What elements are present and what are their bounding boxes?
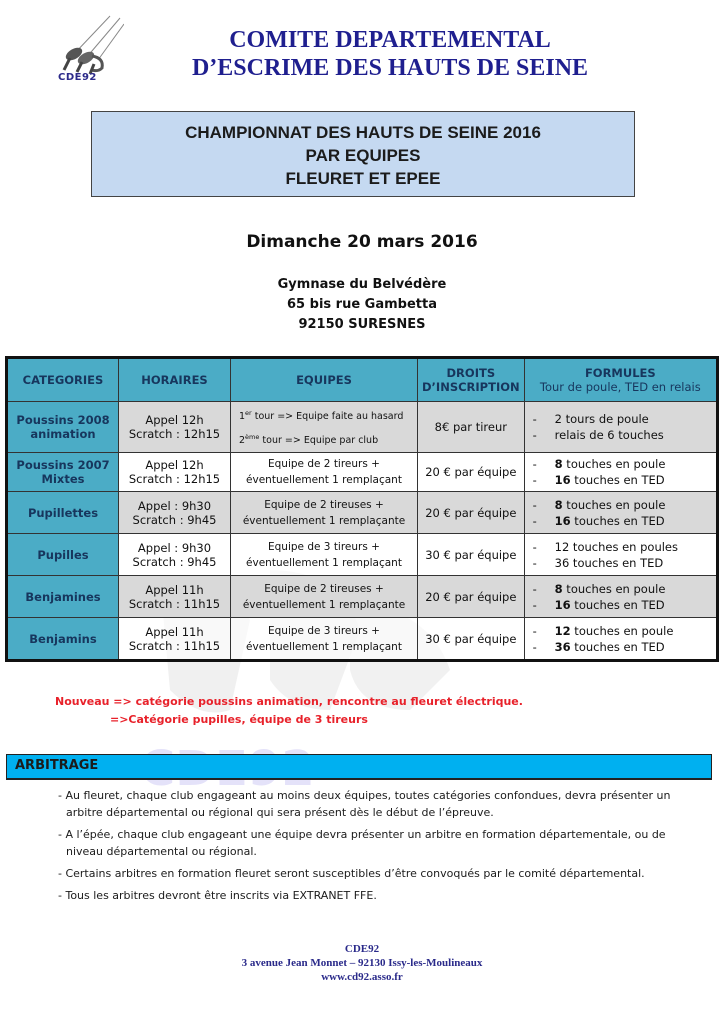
scratch-time: Scratch : 9h45 bbox=[132, 554, 217, 569]
venue-street: 65 bis rue Gambetta bbox=[287, 297, 437, 312]
logo-text: CDE92 bbox=[58, 72, 97, 83]
championship-line1: CHAMPIONNAT DES HAUTS DE SEINE 2016 bbox=[185, 123, 541, 142]
org-title-line2: D’ESCRIME DES HAUTS DE SEINE bbox=[191, 55, 589, 81]
horaires-cell bbox=[119, 534, 231, 576]
footer bbox=[0, 942, 724, 984]
equipes-cell bbox=[231, 453, 418, 492]
formule-line: - 16 touches en TED bbox=[532, 597, 665, 612]
table-row bbox=[7, 402, 718, 453]
table-row bbox=[7, 618, 718, 661]
formules-cell bbox=[524, 492, 717, 534]
equipes-line1: Equipe de 2 tireuses + bbox=[264, 498, 384, 511]
event-date: Dimanche 20 mars 2016 bbox=[246, 232, 478, 252]
equipes-line1: Equipe de 2 tireurs + bbox=[268, 458, 380, 470]
equipes-line2: éventuellement 1 remplaçant bbox=[246, 474, 402, 486]
droits-cell: 20 € par équipe bbox=[418, 453, 525, 492]
scratch-time: Scratch : 12h15 bbox=[128, 427, 221, 441]
equipes-tour2: 2ème tour => Equipe par club bbox=[239, 433, 379, 447]
equipes-line1: Equipe de 3 tireurs + bbox=[268, 624, 380, 637]
equipes-cell bbox=[231, 534, 418, 576]
formule-line: - 12 touches en poules bbox=[532, 539, 679, 554]
note-line1: Nouveau => catégorie poussins animation, rencontre au fleuret électrique. bbox=[55, 695, 523, 708]
category-name: Poussins 2008 bbox=[16, 413, 110, 427]
horaires-cell bbox=[119, 453, 231, 492]
scratch-time: Scratch : 11h15 bbox=[128, 596, 221, 611]
header-equipes: EQUIPES bbox=[231, 358, 418, 402]
appel-time: Appel 11h bbox=[145, 582, 204, 597]
cde92-logo bbox=[52, 12, 124, 84]
equipes-line1: Equipe de 2 tireuses + bbox=[264, 582, 384, 595]
header-droits bbox=[418, 358, 525, 402]
table-row bbox=[7, 453, 718, 492]
header-formules bbox=[524, 358, 717, 402]
equipes-cell bbox=[231, 576, 418, 618]
formule-line: - 12 touches en poule bbox=[532, 623, 674, 638]
horaires-cell bbox=[119, 576, 231, 618]
horaires-cell bbox=[119, 402, 231, 453]
droits-cell: 20 € par équipe bbox=[418, 492, 525, 534]
new-features-note bbox=[55, 693, 523, 729]
equipes-line2: éventuellement 1 remplaçant bbox=[246, 640, 402, 653]
appel-time: Appel : 9h30 bbox=[137, 498, 212, 513]
table-row bbox=[7, 534, 718, 576]
championship-title-box bbox=[91, 111, 635, 197]
equipes-line2: éventuellement 1 remplaçante bbox=[242, 514, 406, 527]
category-cell bbox=[7, 492, 119, 534]
header-formules-line2: Tour de poule, TED en relais bbox=[539, 380, 701, 394]
header-categories: CATEGORIES bbox=[7, 358, 119, 402]
equipes-cell bbox=[231, 618, 418, 661]
scratch-time: Scratch : 12h15 bbox=[128, 472, 221, 486]
category-name: Pupillettes bbox=[27, 505, 99, 520]
appel-time: Appel 12h bbox=[145, 458, 204, 472]
header-droits-line1: DROITS bbox=[446, 366, 496, 380]
formules-cell bbox=[524, 618, 717, 661]
equipes-cell bbox=[231, 492, 418, 534]
horaires-cell bbox=[119, 618, 231, 661]
formules-cell bbox=[524, 453, 717, 492]
formule-line: - 8 touches en poule bbox=[532, 457, 666, 471]
arbitrage-title: ARBITRAGE bbox=[15, 758, 99, 773]
header-formules-line1: FORMULES bbox=[584, 366, 656, 380]
formule-line: - 36 touches en TED bbox=[532, 555, 664, 570]
droits-cell: 30 € par équipe bbox=[418, 618, 525, 661]
scratch-time: Scratch : 9h45 bbox=[132, 512, 217, 527]
arbitrage-rule: - Au fleuret, chaque club engageant au moins deux équipes, toutes catégories confondues, devra présenter un arbitre départemental ou régional qui sera présent dès le début de l’épreuve. bbox=[58, 789, 671, 819]
footer-website[interactable]: www.cd92.asso.fr bbox=[321, 971, 403, 983]
formule-line: - 36 touches en TED bbox=[532, 639, 665, 654]
table-header-row bbox=[7, 358, 718, 402]
droits-cell: 30 € par équipe bbox=[418, 534, 525, 576]
formule-line: - 16 touches en TED bbox=[532, 473, 665, 487]
venue-city: 92150 SURESNES bbox=[298, 317, 426, 332]
appel-time: Appel 12h bbox=[145, 413, 204, 427]
formule-line: - 16 touches en TED bbox=[532, 513, 665, 528]
org-title-line1: COMITE DEPARTEMENTAL bbox=[229, 27, 551, 53]
formule-line: - 8 touches en poule bbox=[532, 497, 666, 512]
equipes-tour1: 1er tour => Equipe faite au hasard bbox=[239, 408, 404, 422]
arbitrage-rule: - Tous les arbitres devront être inscrits via EXTRANET FFE. bbox=[58, 889, 377, 902]
arbitrage-section-header bbox=[6, 754, 712, 780]
droits-cell: 8€ par tireur bbox=[418, 402, 525, 453]
category-cell bbox=[7, 576, 119, 618]
formule-line: - relais de 6 touches bbox=[532, 428, 664, 442]
categories-table bbox=[5, 356, 719, 662]
formules-cell bbox=[524, 534, 717, 576]
category-subname: animation bbox=[30, 427, 96, 441]
category-name: Benjamins bbox=[29, 631, 97, 646]
category-name: Poussins 2007 bbox=[16, 458, 110, 472]
equipes-line2: éventuellement 1 remplaçant bbox=[246, 556, 402, 569]
equipes-line1: Equipe de 3 tireurs + bbox=[268, 540, 380, 553]
formules-cell bbox=[524, 576, 717, 618]
table-row bbox=[7, 492, 718, 534]
category-cell bbox=[7, 402, 119, 453]
formule-line: - 2 tours de poule bbox=[532, 412, 649, 426]
arbitrage-rule: - Certains arbitres en formation fleuret seront susceptibles d’être convoqués par le comité départemental. bbox=[58, 867, 645, 880]
category-cell bbox=[7, 618, 119, 661]
scratch-time: Scratch : 11h15 bbox=[128, 638, 221, 653]
droits-cell: 20 € par équipe bbox=[418, 576, 525, 618]
equipes-cell bbox=[231, 402, 418, 453]
venue-name: Gymnase du Belvédère bbox=[277, 277, 447, 292]
table-row bbox=[7, 576, 718, 618]
header-droits-line2: D’INSCRIPTION bbox=[422, 380, 520, 394]
category-name: Pupilles bbox=[37, 547, 89, 562]
header-horaires: HORAIRES bbox=[119, 358, 231, 402]
footer-name: CDE92 bbox=[344, 943, 380, 955]
category-cell bbox=[7, 534, 119, 576]
horaires-cell bbox=[119, 492, 231, 534]
organization-title bbox=[130, 26, 650, 82]
arbitrage-rule: - A l’épée, chaque club engageant une équipe devra présenter un arbitre en formation départementale, ou de niveau départemental ou régional. bbox=[58, 828, 666, 858]
event-venue bbox=[0, 275, 724, 335]
category-cell bbox=[7, 453, 119, 492]
appel-time: Appel 11h bbox=[145, 624, 204, 639]
championship-line3: FLEURET ET EPEE bbox=[285, 169, 441, 188]
footer-address: 3 avenue Jean Monnet – 92130 Issy-les-Moulineaux bbox=[241, 957, 483, 969]
formules-cell bbox=[524, 402, 717, 453]
category-name: Benjamines bbox=[25, 589, 101, 604]
category-subname: Mixtes bbox=[41, 472, 85, 486]
equipes-line2: éventuellement 1 remplaçante bbox=[242, 598, 406, 611]
arbitrage-rules-list bbox=[58, 787, 678, 909]
appel-time: Appel : 9h30 bbox=[137, 540, 212, 555]
championship-line2: PAR EQUIPES bbox=[305, 146, 421, 165]
formule-line: - 8 touches en poule bbox=[532, 581, 666, 596]
note-line2: =>Catégorie pupilles, équipe de 3 tireurs bbox=[110, 713, 368, 726]
